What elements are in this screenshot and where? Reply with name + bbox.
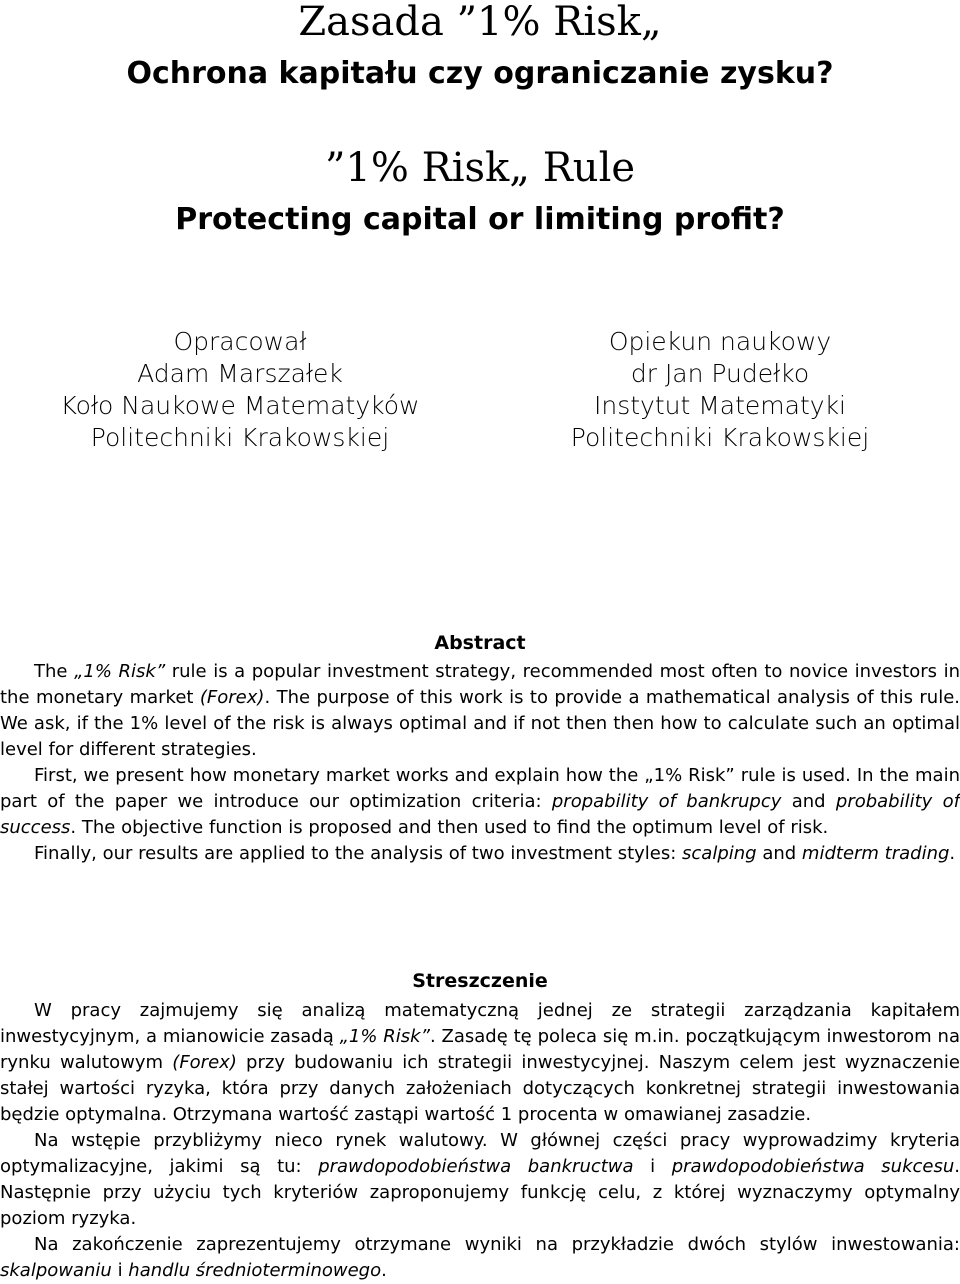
emphasis: midterm trading: [801, 843, 950, 864]
text-run: przy budowaniu ich strategii inwestycyjnej. Naszym celem jest wyznaczenie stałej wartości ryzyka, która przy danych założeniach dotyczących konkretnej strategii inwestowania będzie optymalna. Otrzymana wartość zastąpi wartość 1 procenta w omawianej zasadzie.: [0, 1052, 960, 1125]
advisor-org: Instytut Matematyki: [593, 391, 846, 420]
abstract-paragraph: [0, 763, 960, 841]
text-run: rule is a popular investment strategy, recommended most often to novice investors in the monetary market: [0, 661, 960, 708]
text-run: . The purpose of this work is to provide a mathematical analysis of this rule. We ask, if the 1% level of the risk is always optimal and if not then then how to calculate such an optimal level for different strategies.: [0, 687, 960, 760]
author-name: Adam Marszałek: [137, 359, 343, 388]
text-run: . Następnie przy użyciu tych kryteriów zaproponujemy funkcję celu, z której wyznaczymy optymalny poziom ryzyka.: [0, 1156, 960, 1229]
text-run: and: [756, 843, 802, 864]
streszczenie-paragraph: [0, 1128, 960, 1232]
text-run: First, we present how monetary market works and explain how the „1% Risk” rule is used. In the main part of the paper we introduce our optimization criteria:: [0, 765, 960, 812]
author-role: Opracował: [173, 327, 307, 356]
text-run: The: [34, 661, 75, 682]
author-block: [20, 326, 460, 454]
title-polish: Zasada ”1% Risk„: [298, 0, 662, 45]
abstract-paragraph: [0, 841, 960, 867]
advisor-role: Opiekun naukowy: [608, 327, 832, 356]
text-run: Na wstępie przybliżymy nieco rynek walutowy. W głównej części pracy wyprowadzimy kryteria optymalizacyjne, jakimi są tu:: [0, 1130, 960, 1177]
emphasis: scalping: [682, 843, 757, 864]
emphasis: „1% Risk”: [74, 661, 166, 682]
streszczenie-paragraph: [0, 1232, 960, 1284]
text-run: i: [111, 1260, 129, 1281]
text-run: . Zasadę tę poleca się m.in. początkującym inwestorom na rynku walutowym: [0, 1026, 960, 1073]
emphasis: „1% Risk”: [339, 1026, 430, 1047]
text-run: .: [949, 843, 956, 864]
subtitle-polish: Ochrona kapitału czy ograniczanie zysku?: [126, 56, 834, 91]
text-run: and: [781, 791, 836, 812]
streszczenie-paragraph: [0, 998, 960, 1128]
emphasis: handlu średnioterminowego: [128, 1260, 382, 1281]
author-institution: Politechniki Krakowskiej: [90, 423, 390, 452]
advisor-institution: Politechniki Krakowskiej: [570, 423, 870, 452]
advisor-block: [500, 326, 940, 454]
emphasis: propability of bankrupcy: [551, 791, 782, 812]
abstract-heading: Abstract: [434, 632, 526, 654]
text-run: .: [381, 1260, 387, 1281]
author-org: Koło Naukowe Matematyków: [60, 391, 420, 420]
abstract-paragraph: [0, 659, 960, 763]
text-run: Finally, our results are applied to the analysis of two investment styles:: [34, 843, 683, 864]
emphasis: skalpowaniu: [0, 1260, 112, 1281]
emphasis: (Forex): [199, 687, 265, 708]
subtitle-english: Protecting capital or limiting profit?: [175, 202, 785, 237]
text-run: W pracy zajmujemy się analizą matematyczną jednej ze strategii zarządzania kapitałem inwestycyjnym, a mianowicie zasadą: [0, 1000, 960, 1047]
text-run: Na zakończenie zaprezentujemy otrzymane wyniki na przykładzie dwóch stylów inwestowania:: [34, 1234, 960, 1255]
emphasis: prawdopodobieństwa sukcesu: [671, 1156, 955, 1177]
streszczenie-heading: Streszczenie: [412, 970, 548, 992]
abstract-body: [0, 659, 960, 867]
text-run: i: [633, 1156, 672, 1177]
streszczenie-body: [0, 998, 960, 1284]
emphasis: prawdopodobieństwa bankructwa: [318, 1156, 634, 1177]
text-run: . The objective function is proposed and then used to find the optimum level of risk.: [70, 817, 829, 838]
emphasis: (Forex): [172, 1052, 237, 1073]
advisor-name: dr Jan Pudełko: [630, 359, 810, 388]
emphasis: probability of success: [0, 791, 960, 838]
title-english: ”1% Risk„ Rule: [324, 145, 636, 191]
